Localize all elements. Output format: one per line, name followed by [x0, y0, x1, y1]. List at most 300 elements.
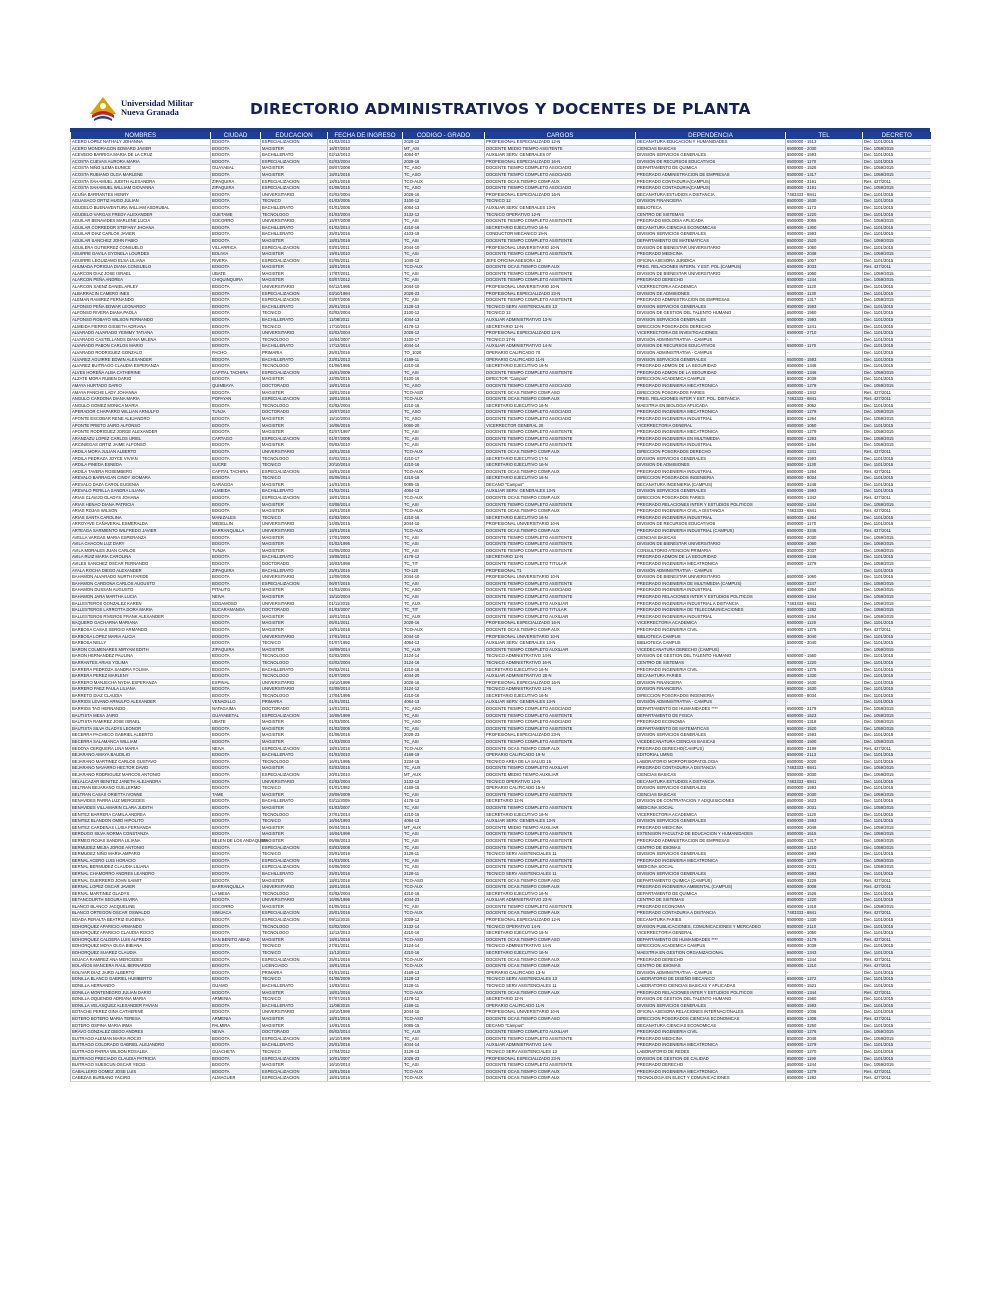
cell-codigo-grado: TCO-AUX [403, 963, 485, 970]
cell-decreto: Dec. 1101/2015 [863, 422, 931, 429]
cell-ciudad: BOGOTA [211, 765, 261, 772]
cell-ciudad: ALMEIDA [211, 488, 261, 495]
cell-ciudad: BOGOTA [211, 561, 261, 568]
cell-fecha-ingreso: 05/02/2014 [328, 1029, 403, 1036]
cell-tel: 6500000 - 3040 [786, 633, 863, 640]
cell-educacion: PRIMARIA [261, 969, 328, 976]
cell-cargo: CONDUCTOR MECANICO 19-N [485, 231, 636, 238]
cell-nombre: BONILLA OQUENDO ADRIANA MARIA [71, 996, 211, 1003]
cell-cargo: AUXILIAR SERV. GENERALES 13-N [485, 818, 636, 825]
cell-dependencia: VICERRECTORIA ACADEMICA [636, 284, 786, 291]
cell-tel: 6500000 - 1317 [786, 297, 863, 304]
cell-educacion: MAGISTER [261, 732, 328, 739]
cell-codigo-grado: 2044-10 [403, 633, 485, 640]
cell-codigo-grado: 3128-11 [403, 983, 485, 990]
cell-nombre: BUITRAGO PRECIADO CLAUDIA PATRICIA [71, 1055, 211, 1062]
cell-educacion: UNIVERSITARIO [261, 218, 328, 225]
cell-dependencia: DIVISION DE BIENESTAR UNIVERSITARIO [636, 574, 786, 581]
cell-codigo-grado: 4210-16 [403, 475, 485, 482]
cell-tel: 6500000 - 1130 [786, 462, 863, 469]
cell-decreto: Dec. 1101/2015 [863, 244, 931, 251]
table-row [71, 758, 931, 765]
cell-ciudad: BOGOTA [211, 659, 261, 666]
cell-cargo: DOCENTE OCAS.TIEMPO COMP.AUX [485, 1068, 636, 1075]
cell-ciudad: BOGOTA [211, 264, 261, 271]
table-row [71, 409, 931, 416]
cell-decreto: Dec. 1101/2015 [863, 257, 931, 264]
cell-nombre: APONTE PRIETO JAIRO ALFONSO [71, 422, 211, 429]
cell-nombre: BAHAMON ALVARADO NURTH FARIDE [71, 574, 211, 581]
cell-tel: 6500000 - 3229 [786, 877, 863, 884]
cell-dependencia: EXTENSION FACULTAD DE EDUCACION Y HUMANIDADES [636, 831, 786, 838]
cell-cargo: SECRETARIO 12-N [485, 554, 636, 561]
cell-tel: 6500000 - 1220 [786, 897, 863, 904]
cell-tel: 6500000 - 2113 [786, 752, 863, 759]
cell-codigo-grado: 4064-13 [403, 204, 485, 211]
cell-educacion: PRIMARIA [261, 699, 328, 706]
table-row [71, 435, 931, 442]
cell-nombre: AGUILERA GUTIERREZ CONSUELO [71, 244, 211, 251]
cell-cargo: TECNICO SERV ASISTENCIALES 11 [485, 870, 636, 877]
cell-decreto: Dec. 1059/2015 [863, 765, 931, 772]
cell-decreto: Dec. 1101/2015 [863, 402, 931, 409]
cell-fecha-ingreso: 17/12/2014 [328, 343, 403, 350]
cell-educacion: DOCTORADO [261, 382, 328, 389]
cell-decreto: Dec. 1059/2015 [863, 534, 931, 541]
cell-educacion: PRIMARIA [261, 350, 328, 357]
table-row [71, 613, 931, 620]
cell-fecha-ingreso: 18/01/2016 [328, 877, 403, 884]
cell-dependencia: DIRECCION POSGRADOS DERECHO [636, 323, 786, 330]
cell-dependencia: LABORATORIO CIENCIAS BASICAS Y APLICADAS [636, 983, 786, 990]
cell-cargo: VICERRECTOR GENERAL 20 [485, 422, 636, 429]
cell-educacion: MAGISTER [261, 824, 328, 831]
cell-nombre: ARDILA MORA JULIAN ALBERTO [71, 448, 211, 455]
cell-fecha-ingreso: 02/02/2004 [328, 330, 403, 337]
cell-nombre: ALMEIDA FIERRO GISSETH ADRIANA [71, 323, 211, 330]
cell-decreto: Dec. 1101/2015 [863, 310, 931, 317]
cell-codigo-grado: 4169-15 [403, 785, 485, 792]
cell-codigo-grado: 0085-15 [403, 481, 485, 488]
column-header-tel: TEL [786, 132, 863, 139]
cell-cargo: DOCENTE TIEMPO COMPLETO ASISTENTE [485, 857, 636, 864]
cell-cargo: SECRETARIO 12-N [485, 996, 636, 1003]
cell-nombre: BARRANTES ARIAS YOLIMA [71, 659, 211, 666]
cell-codigo-grado: TC_ASI [403, 837, 485, 844]
cell-codigo-grado: 2028-16 [403, 191, 485, 198]
cell-decreto: Dec. 1101/2015 [863, 686, 931, 693]
cell-fecha-ingreso: 25/01/2016 [328, 350, 403, 357]
cell-decreto: Dec. 1101/2015 [863, 475, 931, 482]
cell-fecha-ingreso: 11/12/2013 [328, 950, 403, 957]
cell-nombre: BENITEZ CARDENAS LUISA FERNANDA [71, 824, 211, 831]
cell-codigo-grado: TC_ASI [403, 541, 485, 548]
cell-codigo-grado: TO-120 [403, 567, 485, 574]
cell-codigo-grado: TCO-AUX [403, 989, 485, 996]
cell-cargo: DOCENTE TIEMPO COMPLETO AUXILIAR [485, 1029, 636, 1036]
cell-nombre: BEJARANO NAVARRO HECTOR DAVID [71, 765, 211, 772]
cell-educacion: MAGISTER [261, 442, 328, 449]
cell-codigo-grado: TC_ASI [403, 844, 485, 851]
cell-tel: 6500000 - 1526 [786, 165, 863, 172]
cell-ciudad: BOLIVIA [211, 251, 261, 258]
cell-codigo-grado: 4064-13 [403, 488, 485, 495]
cell-decreto: Dec. 1059/2015 [863, 613, 931, 620]
cell-fecha-ingreso: 16/09/1999 [328, 712, 403, 719]
table-row [71, 811, 931, 818]
cell-codigo-grado: 2028-16 [403, 679, 485, 686]
cell-ciudad: GARAGOA [211, 481, 261, 488]
cell-codigo-grado: 4169-19 [403, 752, 485, 759]
cell-tel: 6500000 - 1264 [786, 514, 863, 521]
cell-codigo-grado: TC_ASI [403, 864, 485, 871]
cell-tel: 6500000 - 1593 [786, 870, 863, 877]
cell-educacion: ESPECIALIZACION [261, 956, 328, 963]
cell-tel: 6500000 - 2030 [786, 145, 863, 152]
cell-decreto: Dec. 1101/2015 [863, 732, 931, 739]
cell-cargo: PROFESIONAL ESPECIALIZADO 12-N [485, 330, 636, 337]
cell-tel: 6500000 - 1346 [786, 369, 863, 376]
cell-tel: 6500000 - 1270 [786, 1048, 863, 1055]
cell-ciudad: BOGOTA [211, 495, 261, 502]
cell-dependencia: DIVISION SERVICIOS GENERALES [636, 818, 786, 825]
cell-ciudad: BOGOTA [211, 204, 261, 211]
cell-fecha-ingreso: 01/02/2013 [328, 139, 403, 145]
cell-decreto: Dec. 1101/2015 [863, 758, 931, 765]
cell-codigo-grado: TCO-ASO [403, 389, 485, 396]
cell-nombre: BUITRAGO PARRA WILSON ROSALBA [71, 1048, 211, 1055]
cell-tel: 6500000 - 1293 [786, 435, 863, 442]
cell-nombre: AREVALO DAZA CAROL EUGENIA [71, 481, 211, 488]
cell-nombre: AGUDELO BUENAVENTURA WILLIAM ASDRUBAL [71, 204, 211, 211]
cell-codigo-grado: TCO-AUX [403, 396, 485, 403]
cell-educacion: TECNOLOGO [261, 890, 328, 897]
cell-fecha-ingreso: 02/02/2004 [328, 310, 403, 317]
cell-nombre: BAHAMON CARDONA CARLOS AUGUSTO [71, 580, 211, 587]
cell-fecha-ingreso: 19/10/1999 [328, 679, 403, 686]
table-row [71, 851, 931, 858]
cell-dependencia: MAESTRIA EN BIOLOGIA APLICADA [636, 402, 786, 409]
cell-tel: 6500000 - 1173 [786, 204, 863, 211]
cell-tel: 6500000 - 1330 [786, 917, 863, 924]
cell-educacion: ESPECIALIZACION [261, 844, 328, 851]
cell-codigo-grado: 4044-20 [403, 673, 485, 680]
cell-tel: 6500000 - 1210 [786, 963, 863, 970]
cell-educacion: BACHILLERATO [261, 204, 328, 211]
cell-tel: 6500000 - 1279 [786, 1042, 863, 1049]
cell-tel: 6500000 - 1210 [786, 844, 863, 851]
cell-decreto: Dec. 1101/2015 [863, 567, 931, 574]
cell-fecha-ingreso: 04/12/1995 [328, 284, 403, 291]
table-row [71, 587, 931, 594]
cell-cargo: AUXILIAR SERV. GENERALES 13-N [485, 204, 636, 211]
cell-fecha-ingreso: 16/10/2014 [328, 1062, 403, 1069]
cell-nombre: BARRETO DIAZ CLAUDIA [71, 692, 211, 699]
table-row [71, 857, 931, 864]
cell-decreto: Dec. 1101/2015 [863, 917, 931, 924]
cell-dependencia: DECANATURA ESTUDIOS A DISTANCIA [636, 191, 786, 198]
cell-tel: 6500000 - 3039 [786, 943, 863, 950]
cell-nombre: BALLESTEROS GONZALEZ KAREN [71, 600, 211, 607]
cell-cargo: TECNICO ADMINISTRATIVO 16-N [485, 659, 636, 666]
cell-fecha-ingreso: 03/03/2008 [328, 844, 403, 851]
column-header-decreto: DECRETO [863, 132, 931, 139]
cell-dependencia: VICEDECANATURA CIENCIAS BASICAS [636, 739, 786, 746]
cell-ciudad: ZIPAQUIRA [211, 646, 261, 653]
cell-educacion: TECNICO [261, 976, 328, 983]
cell-fecha-ingreso: 20/01/2010 [328, 772, 403, 779]
cell-codigo-grado: TC_ASI [403, 804, 485, 811]
cell-nombre: BERNAL MARTINEZ GLADYS [71, 890, 211, 897]
cell-cargo: DOCENTE OCAS.TIEMPO COMP.AUX [485, 626, 636, 633]
cell-nombre: BELTRAN BEJARANO GUILLERMO [71, 785, 211, 792]
cell-codigo-grado: 4044-14 [403, 1042, 485, 1049]
cell-cargo: DIRECTOR "Campus" [485, 376, 636, 383]
cell-dependencia: PREGRADO DERECHO [636, 956, 786, 963]
cell-tel: 6500000 - 1276 [786, 666, 863, 673]
cell-dependencia: DEPARTAMENTO QUIMICA (CAMPUS) [636, 877, 786, 884]
cell-decreto: Dec. 1059/2015 [863, 725, 931, 732]
cell-fecha-ingreso: 17/01/2000 [328, 534, 403, 541]
cell-cargo: SECRETARIO EJECUTIVO 17-N [485, 455, 636, 462]
cell-educacion: TECNICO [261, 475, 328, 482]
cell-tel: 6500000 - 1050 [786, 422, 863, 429]
cell-dependencia: VICERRECTORIA ACADEMICA [636, 811, 786, 818]
cell-nombre: BOHORQUEZ CALDERA LUIS ALFREDO [71, 936, 211, 943]
cell-educacion: UNIVERSITARIO [261, 521, 328, 528]
cell-decreto: Dec. 1101/2015 [863, 521, 931, 528]
cell-fecha-ingreso: 10/01/2007 [328, 1055, 403, 1062]
document-title: DIRECTORIO ADMINISTRATIVOS Y DOCENTES DE PLANTA [250, 100, 751, 118]
cell-fecha-ingreso: 01/01/2011 [328, 699, 403, 706]
cell-tel: 6500000 - 3179 [786, 936, 863, 943]
cell-educacion: MAGISTER [261, 587, 328, 594]
table-row [71, 626, 931, 633]
cell-codigo-grado: 4210-16 [403, 811, 485, 818]
cell-decreto: Dec. 1101/2015 [863, 679, 931, 686]
cell-decreto: Dec. 1059/2015 [863, 297, 931, 304]
cell-tel: 6500000 - 1308 [786, 1015, 863, 1022]
cell-cargo: OPERARIO CALIFICADO 11-N [485, 356, 636, 363]
cell-fecha-ingreso: 14/03/2011 [328, 983, 403, 990]
cell-nombre: BAUTISTA RAMIREZ JOSE ISRAEL [71, 719, 211, 726]
cell-cargo: PROFESIONAL UNIVERSITARIO 10-N [485, 633, 636, 640]
cell-tel: 6500000 - 3065 [786, 218, 863, 225]
cell-dependencia: PREGRADO INGENIERIA INDUSTRIAL [636, 468, 786, 475]
cell-dependencia: DIVISIÓN ADMINISTRATIVA - CAMPUS [636, 350, 786, 357]
cell-ciudad: BOGOTA [211, 455, 261, 462]
cell-tel: 6500000 - 2030 [786, 534, 863, 541]
cell-fecha-ingreso: 01/11/2015 [328, 600, 403, 607]
table-row [71, 330, 931, 337]
cell-fecha-ingreso: 01/07/2005 [328, 435, 403, 442]
cell-educacion: BACHILLERATO [261, 488, 328, 495]
cell-educacion: ESPECIALIZACION [261, 257, 328, 264]
cell-fecha-ingreso: 18/01/2016 [328, 448, 403, 455]
logo-text [121, 99, 193, 117]
cell-fecha-ingreso: 18/01/2016 [328, 1075, 403, 1082]
column-header-cargos: CARGOS [485, 132, 636, 139]
cell-fecha-ingreso: 01/01/2006 [328, 204, 403, 211]
cell-fecha-ingreso: 18/01/2016 [328, 389, 403, 396]
cell-dependencia: LABORATORIO MORFOFISIOPATOLOGIA [636, 758, 786, 765]
cell-decreto: Dec. 1101/2015 [863, 204, 931, 211]
cell-educacion: BACHILLERATO [261, 798, 328, 805]
cell-tel: 6500000 - 1060 [786, 270, 863, 277]
cell-dependencia: DECANATURA INGENIERIA (CAMPUS) [636, 481, 786, 488]
column-header-fecha-ingreso: FECHA DE INGRESO [328, 132, 403, 139]
cell-educacion: TECNICO [261, 462, 328, 469]
cell-nombre: APERADOR CHAPARRO WILLIAN ARNULFO [71, 409, 211, 416]
cell-nombre: BERNAL CHAMORRO ANDRES LEANDRO [71, 870, 211, 877]
cell-decreto: Dec. 1101/2015 [863, 343, 931, 350]
cell-cargo: SECRETARIO EJECUTIVO 16-N [485, 462, 636, 469]
cell-educacion: ESPECIALIZACION [261, 1055, 328, 1062]
cell-fecha-ingreso: 02/02/2004 [328, 653, 403, 660]
cell-cargo: DOCENTE TIEMPO COMPLETO ASISTENTE [485, 218, 636, 225]
cell-cargo: DOCENTE TIEMPO COMPLETO ASOCIADO [485, 171, 636, 178]
cell-nombre: BALLESTEROS RIVEROS FRANK ALEXANDER [71, 613, 211, 620]
cell-nombre: ALFONSO PEÑA EDWAR LEONARDO [71, 303, 211, 310]
cell-ciudad: BOGOTA [211, 870, 261, 877]
cell-cargo: PROFESIONAL ESPECIALIZADO 16-N [485, 191, 636, 198]
cell-fecha-ingreso: 12/12/2013 [328, 930, 403, 937]
cell-nombre: AGUILAR SANCHEZ JOHN FABIO [71, 237, 211, 244]
cell-nombre: BERMEO ROJAS SANDRA LILIANA [71, 837, 211, 844]
cell-cargo: DECANO "Campus" [485, 1022, 636, 1029]
cell-tel: 6500000 - 1317 [786, 171, 863, 178]
cell-nombre: ACEVEDO BARRIGA MARIA DE LA CRUZ [71, 152, 211, 159]
cell-educacion: MAGISTER [261, 620, 328, 627]
cell-ciudad: GUAYABETAL [211, 712, 261, 719]
cell-educacion: TECNICO [261, 323, 328, 330]
cell-ciudad: VENADILLO [211, 699, 261, 706]
cell-cargo: SECRETARIO EJECUTIVO 16-N [485, 692, 636, 699]
table-row [71, 554, 931, 561]
cell-ciudad: BOGOTA [211, 317, 261, 324]
cell-tel: 7483333 - 6841 [786, 396, 863, 403]
cell-fecha-ingreso: 03/11/2009 [328, 798, 403, 805]
cell-cargo: DOCENTE TIEMPO COMPLETO ASISTENTE [485, 251, 636, 258]
table-row [71, 712, 931, 719]
cell-ciudad: NEIVA [211, 593, 261, 600]
cell-fecha-ingreso: 25/01/2016 [328, 851, 403, 858]
cell-educacion: BACHILLERATO [261, 343, 328, 350]
cell-codigo-grado: 4178-12 [403, 554, 485, 561]
cell-ciudad: BUCARAMANGA [211, 607, 261, 614]
cell-nombre: BARRERO PAEZ PAULA LILIANA [71, 686, 211, 693]
cell-codigo-grado: TC_ASI [403, 251, 485, 258]
cell-educacion: MAGISTER [261, 1015, 328, 1022]
cell-ciudad: BOGOTA [211, 824, 261, 831]
cell-educacion: ESPECIALIZACION [261, 580, 328, 587]
cell-decreto: Dec. 1101/2015 [863, 303, 931, 310]
cell-tel: 6500000 - 1264 [786, 442, 863, 449]
cell-nombre: BONILLA MONTENEGRO JULIAN DARIO [71, 989, 211, 996]
cell-nombre: AGUDELO VARGAS FREDY ALEXANDER [71, 211, 211, 218]
cell-dependencia: PREGRADO MEDICINA [636, 251, 786, 258]
cell-codigo-grado: 2028-12 [403, 917, 485, 924]
table-row [71, 983, 931, 990]
cell-codigo-grado: TCO-AUX [403, 956, 485, 963]
table-row [71, 818, 931, 825]
table-row [71, 936, 931, 943]
cell-ciudad: ARMENIA [211, 996, 261, 1003]
cell-dependencia: PREGRADO INGENIERIA INDUSTRIAL [636, 415, 786, 422]
cell-ciudad: BOGOTA [211, 415, 261, 422]
cell-educacion: ESPECIALIZACION [261, 772, 328, 779]
cell-cargo: DOCENTE MEDIO TIEMPO ASISTENTE [485, 145, 636, 152]
table-header-row [71, 132, 931, 139]
cell-decreto: Dec. 1101/2015 [863, 811, 931, 818]
cell-nombre: ACOSTA RUBIANO OLGA MARLENE [71, 171, 211, 178]
cell-tel: 6500000 - 1593 [786, 152, 863, 159]
cell-educacion: BACHILLERATO [261, 983, 328, 990]
cell-decreto: Dec. 1101/2015 [863, 1002, 931, 1009]
cell-nombre: ALBARRACIN CAMERO INES [71, 290, 211, 297]
table-row [71, 699, 931, 706]
table-row [71, 574, 931, 581]
cell-dependencia: DEPARTAMENTO DE QUIMICA [636, 890, 786, 897]
table-row [71, 706, 931, 713]
cell-ciudad: ESPINAL [211, 679, 261, 686]
cell-ciudad: BOGOTA [211, 356, 261, 363]
table-row [71, 534, 931, 541]
cell-ciudad: BOGOTA [211, 851, 261, 858]
table-row [71, 600, 931, 607]
cell-educacion: DOCTORADO [261, 561, 328, 568]
cell-decreto: Dec. 1101/2015 [863, 640, 931, 647]
table-row [71, 798, 931, 805]
cell-dependencia: PREGRADO ADMINISTRACION DE EMPRESAS [636, 171, 786, 178]
cell-ciudad: TAME [211, 791, 261, 798]
cell-codigo-grado: 2044-10 [403, 574, 485, 581]
cell-tel: 6500000 - 1244 [786, 956, 863, 963]
cell-dependencia: PREGRADO INGENIERIA DE TELECOMUNICACIONES [636, 607, 786, 614]
cell-dependencia: PREGRADO INGENIERIA MECATRONICA [636, 429, 786, 436]
cell-tel: 6500000 - 8034 [786, 692, 863, 699]
cell-decreto: Res. 427/2011 [863, 963, 931, 970]
cell-ciudad: BOGOTA [211, 303, 261, 310]
cell-cargo: DOCENTE OCAS.TIEMPO COMP.AUX [485, 178, 636, 185]
cell-codigo-grado: TC_ASI [403, 429, 485, 436]
cell-ciudad: BOGOTA [211, 956, 261, 963]
table-row [71, 910, 931, 917]
cell-dependencia: CENTRO DE SISTEMAS [636, 659, 786, 666]
cell-dependencia: PREGRADO INGENIERIA INDUSTRIAL [636, 514, 786, 521]
table-row [71, 752, 931, 759]
cell-tel: 6500000 - 1279 [786, 857, 863, 864]
cell-fecha-ingreso: 16/04/2007 [328, 336, 403, 343]
cell-cargo: SECRETARIO EJECUTIVO 16-N [485, 402, 636, 409]
cell-fecha-ingreso: 16/06/2015 [328, 422, 403, 429]
cell-educacion: ESPECIALIZACION [261, 857, 328, 864]
cell-cargo: DOCENTE OCAS.TIEMPO COMP.AUX [485, 956, 636, 963]
cell-decreto: Res. 427/2011 [863, 396, 931, 403]
cell-ciudad: BOGOTA [211, 158, 261, 165]
cell-tel: 6500000 - 1279 [786, 429, 863, 436]
cell-nombre: BEDOYA CERQUERA LINA MARIA [71, 745, 211, 752]
cell-cargo: DOCENTE OCAS.TIEMPO COMP.AUX [485, 989, 636, 996]
table-row [71, 251, 931, 258]
cell-nombre: BERNAL LOPEZ OSCAR JAVIER [71, 884, 211, 891]
cell-dependencia: PREGRADO ADMON DE LA SEGURIDAD [636, 369, 786, 376]
cell-tel: 6500000 - 1060 [786, 541, 863, 548]
cell-fecha-ingreso: 02/02/2004 [328, 402, 403, 409]
cell-fecha-ingreso: 18/09/2014 [328, 646, 403, 653]
cell-dependencia: DEPARTAMENTO DE HUMANIDADES **** [636, 706, 786, 713]
cell-cargo: PROFESIONAL ESPECIALIZADO 12-N [485, 917, 636, 924]
